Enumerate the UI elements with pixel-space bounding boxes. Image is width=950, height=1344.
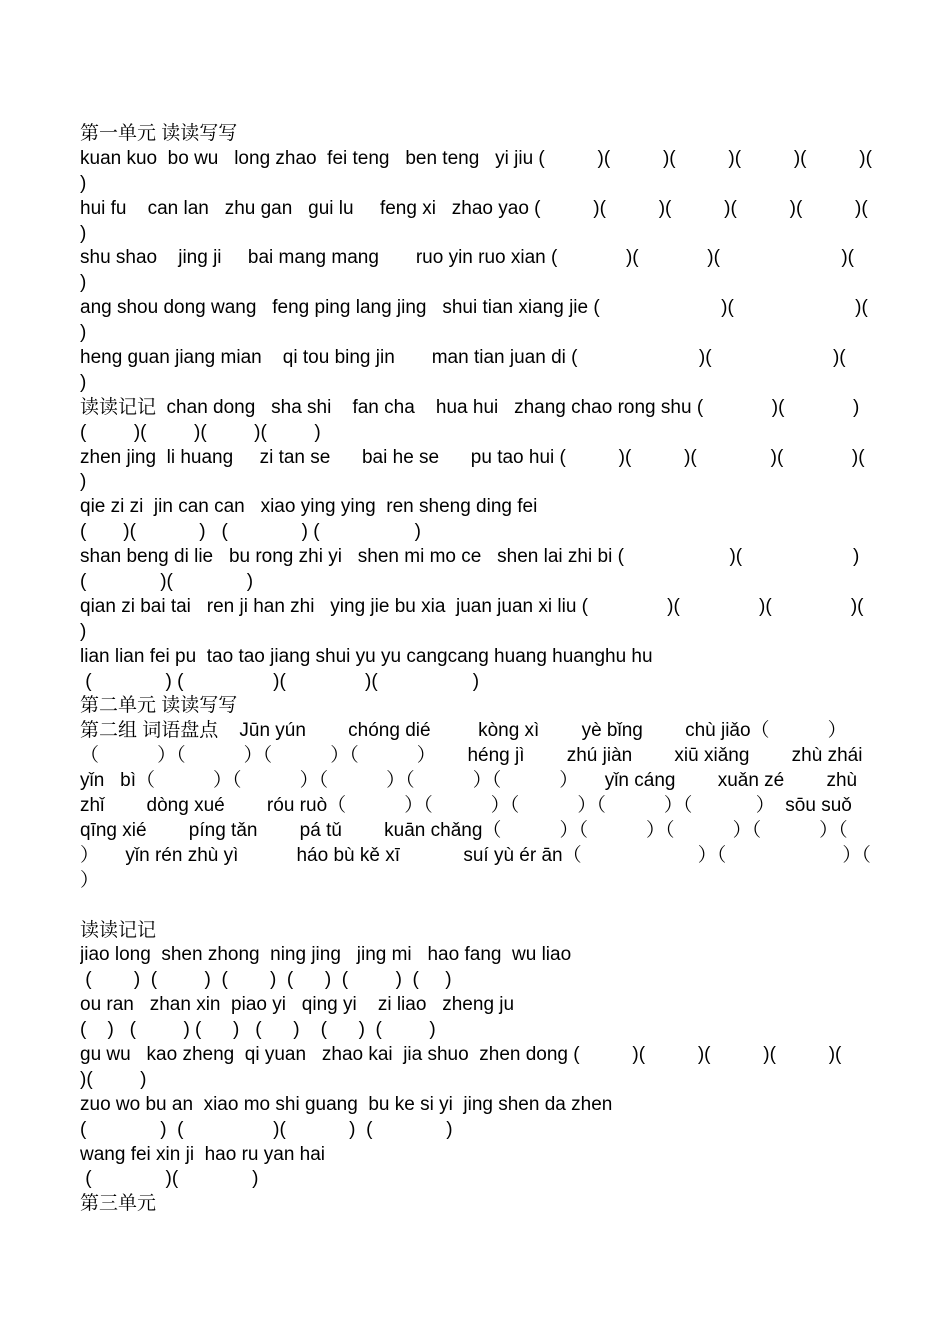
text-line: zhen jing li huang zi tan se bai he se pu tao hui ( )( )( )( )( [80,446,865,468]
text-line: shu shao jing ji bai mang mang ruo yin ruo xian ( )( )( )( [80,247,854,269]
text-line: ang shou dong wang feng ping lang jing shui tian xiang jie ( )( )( [80,297,868,319]
text-line: qian zi bai tai ren ji han zhi ying jie bu xia juan juan xi liu ( )( )( )( [80,595,864,617]
text-line: （ ）（ ）（ ）（ ） héng jì zhú jiàn xiū xiǎng zhù zhái [80,745,863,767]
text-line: ou ran zhan xin piao yi qing yi zi liao zheng ju [80,994,515,1016]
text-line: qie zi zi jin can can xiao ying ying ren sheng ding fei [80,496,538,518]
text-line: ( )( ) ( ) ( ) [80,521,421,543]
text-line: ( ) ( ) ( ) ( ) ( ) ( ) [80,969,452,991]
text-line: )( ) [80,1068,147,1090]
text-line: kuan kuo bo wu long zhao fei teng ben teng yi jiu ( )( )( )( )( )( [80,147,872,169]
text-line: ) [80,222,87,244]
text-line: ) [80,371,87,393]
text-line: wang fei xin ji hao ru yan hai [80,1143,326,1165]
text-line: ) [80,272,87,294]
text-line: ) [80,172,87,194]
blank-line [80,894,882,919]
text-line: ( ) ( ) ( ) ( ) ( ) ( ) [80,1019,436,1041]
text-line: ) [80,471,87,493]
unit-3-heading: 第三单元 [80,1193,157,1215]
text-line: heng guan jiang mian qi tou bing jin man tian juan di ( )( )( [80,347,846,369]
text-line: gu wu kao zheng qi yuan zhao kai jia shuo zhen dong ( )( )( )( )( [80,1043,842,1065]
section-heading: 读读记记 [80,919,157,941]
text-line: ( ) ( )( )( ) [80,670,480,692]
text-line: ） [80,869,100,891]
text-line: ) [80,322,87,344]
document-page [80,122,882,1217]
text-line: ( )( ) [80,1168,259,1190]
text-line: ( )( )( )( ) [80,421,321,443]
text-line: qīng xié píng tǎn pá tǔ kuān chǎng（ ）（ ）（ ）（ ）（ [80,819,848,841]
text-line: ） yǐn rén zhù yì háo bù kě xī suí yù ér ān（ ）（ ）（ [80,844,871,866]
unit-2-heading: 第二单元 读读写写 [80,695,238,717]
text-line: zhǐ dòng xué róu ruò（ ）（ ）（ ）（ ）（ ） sōu suǒ [80,795,852,817]
text-line: zuo wo bu an xiao mo shi guang bu ke si yi jing shen da zhen [80,1093,613,1115]
text-line: ( )( ) [80,571,254,593]
text-line: shan beng di lie bu rong zhi yi shen mi mo ce shen lai zhi bi ( )( ) [80,546,860,568]
unit-1-heading: 第一单元 读读写写 [80,123,238,144]
text-line: ) [80,620,87,642]
text-line: 读读记记 chan dong sha shi fan cha hua hui zhang chao rong shu ( )( ) [80,396,860,418]
text-line: jiao long shen zhong ning jing jing mi hao fang wu liao [80,944,572,966]
text-line: 第二组 词语盘点 Jūn yún chóng dié kòng xì yè bǐng chù jiǎo（ ） [80,720,847,742]
text-line: lian lian fei pu tao tao jiang shui yu yu cangcang huang huanghu hu [80,645,653,667]
text-line: hui fu can lan zhu gan gui lu feng xi zhao yao ( )( )( )( )( )( [80,197,868,219]
text-line: yǐn bì（ ）（ ）（ ）（ ）（ ） yǐn cáng xuǎn zé zhù [80,770,858,792]
text-line: ( ) ( )( ) ( ) [80,1118,453,1140]
